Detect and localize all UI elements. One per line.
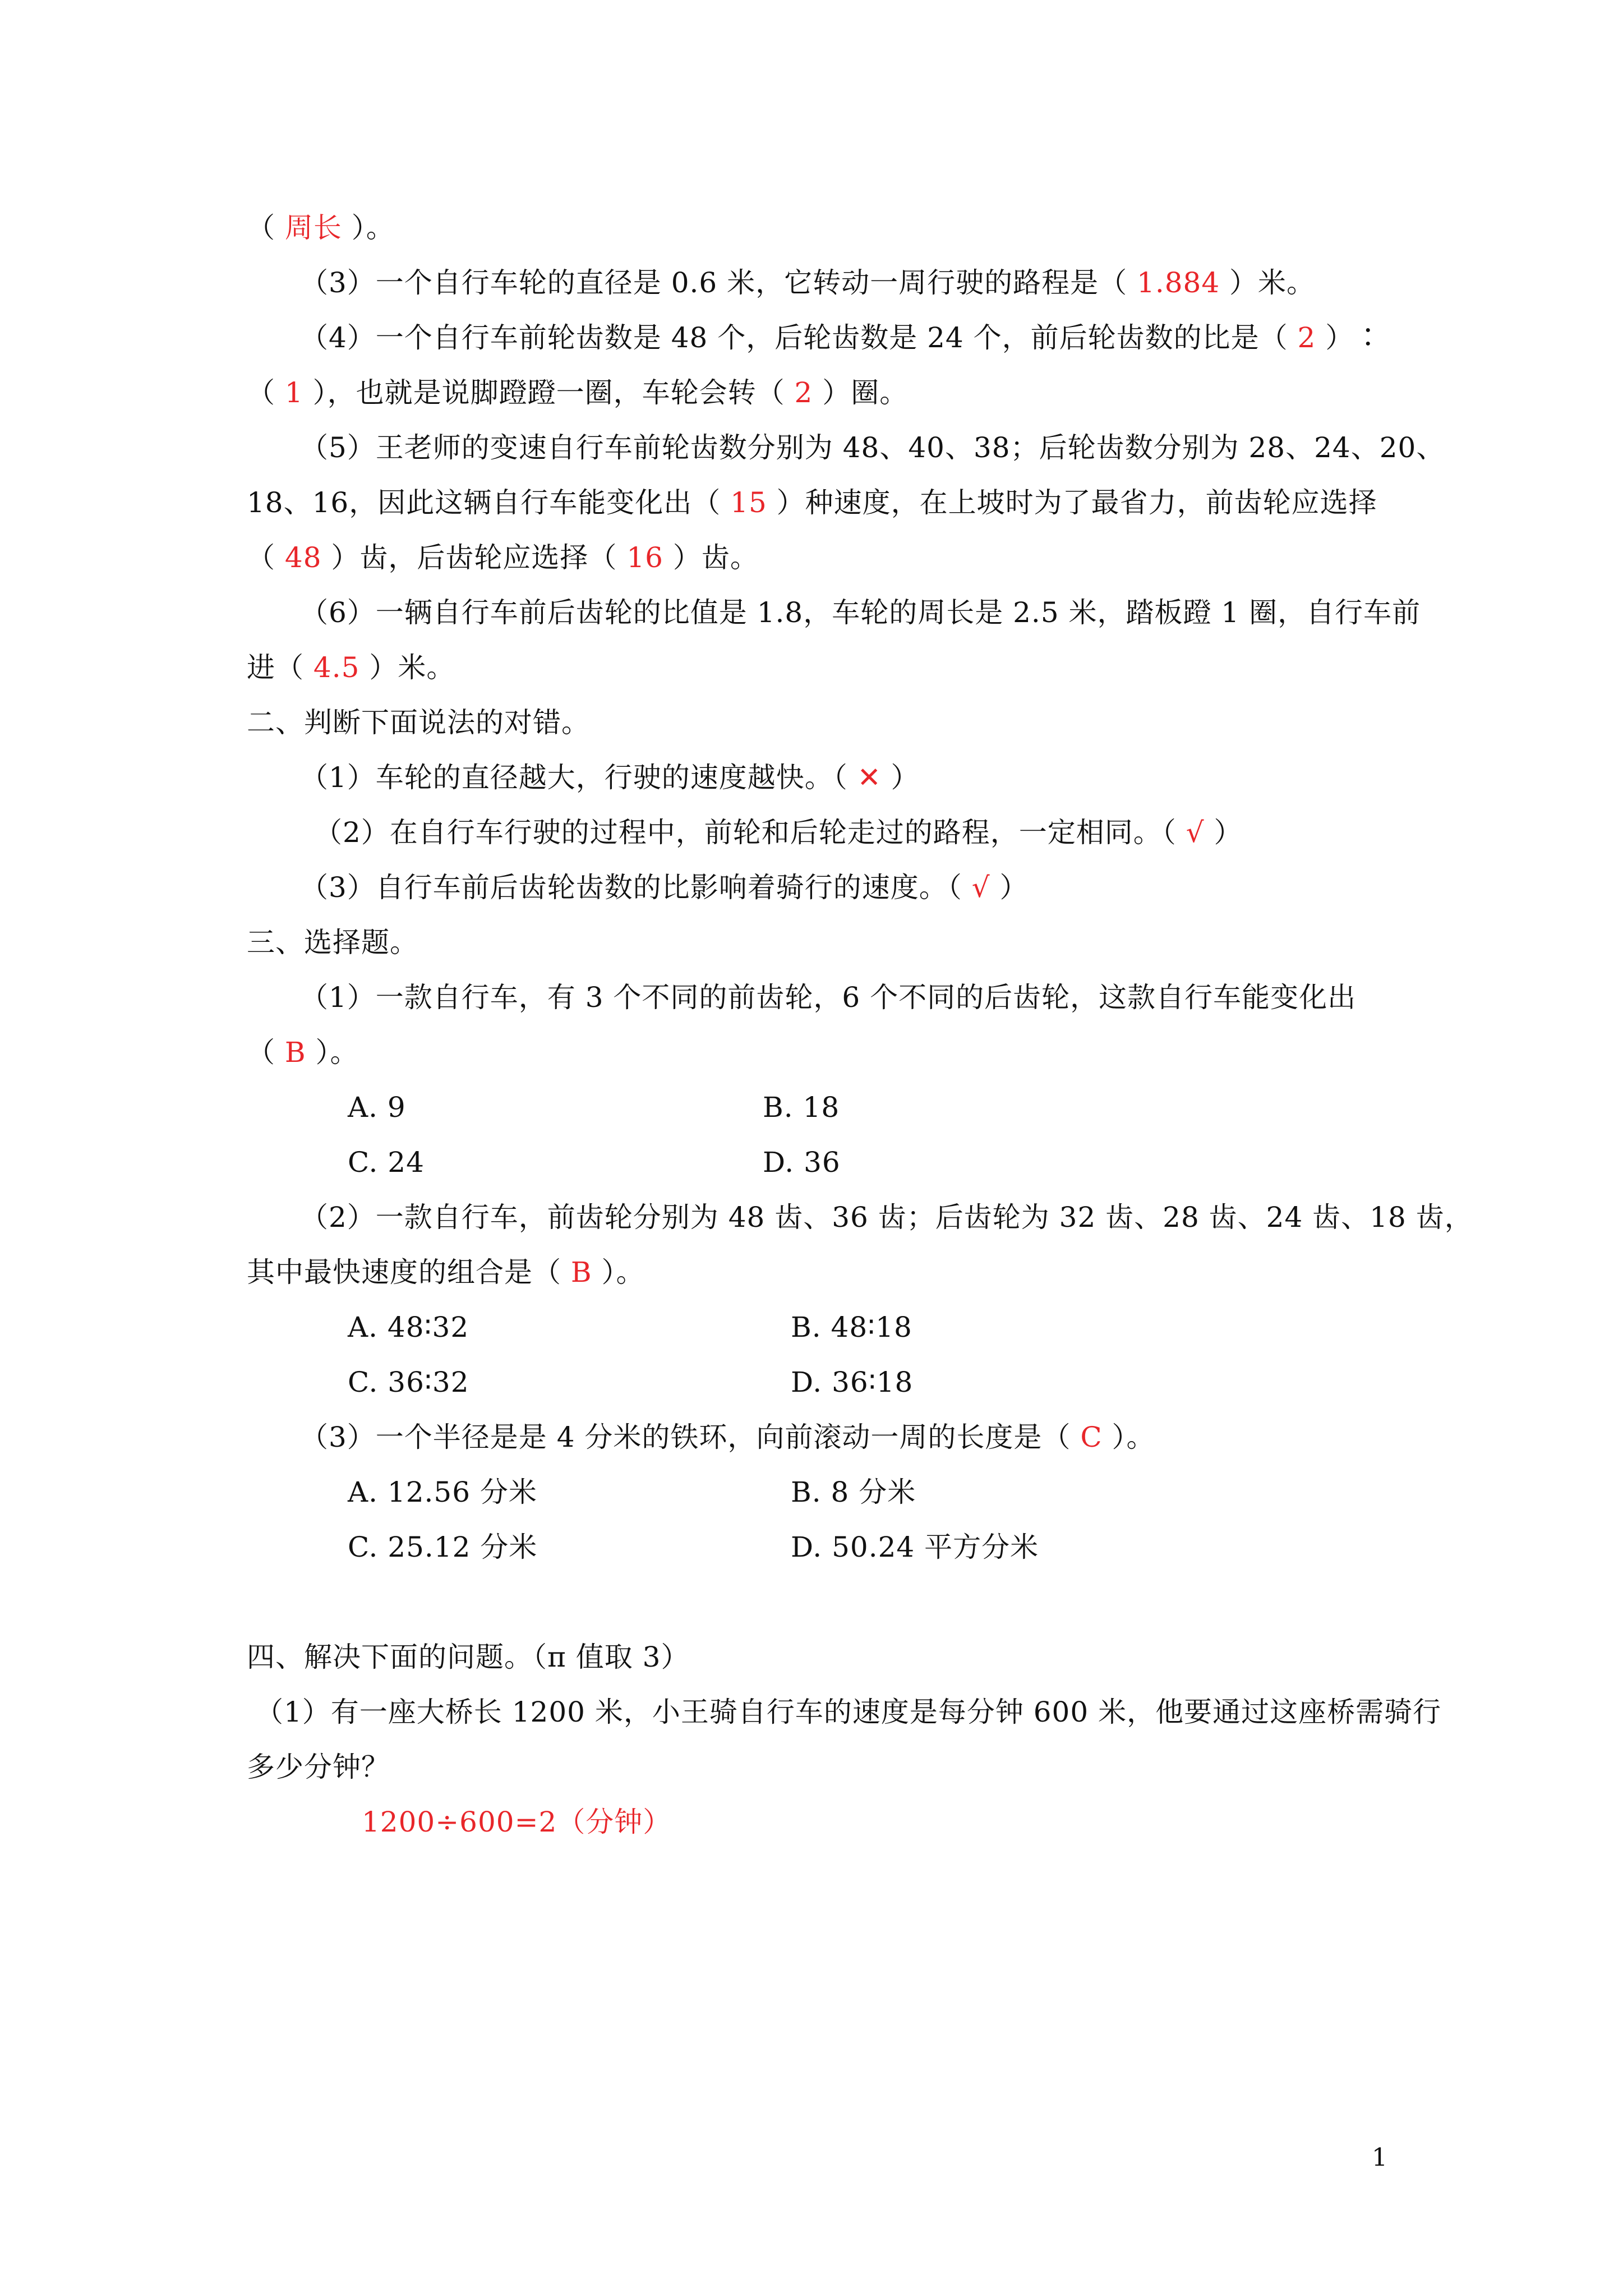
- answer-choice-2: B: [570, 1256, 592, 1289]
- answer-ratio-front: 2: [1297, 321, 1316, 354]
- q1-3: （3）一个自行车轮的直径是 0.6 米，它转动一周行驶的路程是（ 1.884 ）米。: [300, 266, 1316, 299]
- problem-1-cont: 多少分钟？: [247, 1751, 390, 1783]
- choice-2-option-b: B. 48∶18: [791, 1311, 912, 1343]
- answer-check-icon: √: [1186, 816, 1205, 849]
- q1-4: （4）一个自行车前轮齿数是 48 个，后轮齿数是 24 个，前后轮齿数的比是（ 2 ）∶: [300, 321, 1383, 354]
- choice-3-option-c: C. 25.12 分米: [348, 1531, 538, 1563]
- answer-back-gear: 16: [626, 541, 663, 574]
- choice-2: （2）一款自行车，前齿轮分别为 48 齿、36 齿；后齿轮为 32 齿、28 齿、24 齿、18 齿，: [300, 1201, 1473, 1234]
- choice-1-option-c: C. 24: [348, 1146, 425, 1179]
- answer-front-gear: 48: [284, 541, 322, 574]
- section-4-title: 四、解决下面的问题。（π 值取 3）: [247, 1641, 690, 1673]
- judge-2: （2）在自行车行驶的过程中，前轮和后轮走过的路程，一定相同。（ √ ）: [314, 816, 1243, 849]
- page-number: 1: [1372, 2143, 1387, 2172]
- answer-ratio-back: 1: [284, 376, 303, 409]
- choice-2-cont: 其中最快速度的组合是（ B ）。: [247, 1256, 645, 1289]
- q1-5: （5）王老师的变速自行车前轮齿数分别为 48、40、38；后轮齿数分别为 28、24、20、: [300, 431, 1445, 464]
- choice-3-option-d: D. 50.24 平方分米: [791, 1531, 1039, 1563]
- answer-advance: 4.5: [313, 651, 360, 684]
- q1-5-cont2: （ 48 ）齿，后齿轮应选择（ 16 ）齿。: [247, 541, 759, 574]
- choice-2-option-c: C. 36∶32: [348, 1366, 469, 1398]
- q1-2-answer-line: （ 周长 ）。: [247, 211, 395, 244]
- section-3-title: 三、选择题。: [247, 926, 418, 959]
- answer-speeds: 15: [730, 486, 767, 519]
- problem-1-answer: 1200÷600=2（分钟）: [362, 1806, 672, 1838]
- judge-3: （3）自行车前后齿轮齿数的比影响着骑行的速度。（ √ ）: [300, 871, 1029, 904]
- choice-1-cont: （ B ）。: [247, 1036, 359, 1069]
- choice-3-option-a: A. 12.56 分米: [348, 1476, 537, 1508]
- answer-check-icon: √: [971, 871, 990, 904]
- answer-choice-3: C: [1080, 1421, 1103, 1453]
- choice-1-option-a: A. 9: [348, 1091, 406, 1124]
- q1-6: （6）一辆自行车前后齿轮的比值是 1.8，车轮的周长是 2.5 米，踏板蹬 1 圈，自行车前: [300, 596, 1421, 629]
- choice-1-option-d: D. 36: [763, 1146, 841, 1179]
- choice-1-option-b: B. 18: [763, 1091, 840, 1124]
- answer-cross-icon: ✕: [857, 761, 882, 794]
- choice-3: （3）一个半径是是 4 分米的铁环，向前滚动一周的长度是（ C ）。: [300, 1421, 1155, 1453]
- answer-turns: 2: [794, 376, 813, 409]
- q1-6-cont: 进（ 4.5 ）米。: [247, 651, 455, 684]
- q1-5-cont: 18、16，因此这辆自行车能变化出（ 15 ）种速度，在上坡时为了最省力，前齿轮应选择: [247, 486, 1377, 519]
- choice-1: （1）一款自行车，有 3 个不同的前齿轮，6 个不同的后齿轮，这款自行车能变化出: [300, 981, 1357, 1014]
- problem-1: （1）有一座大桥长 1200 米，小王骑自行车的速度是每分钟 600 米，他要通过这座桥需骑行: [255, 1696, 1442, 1728]
- answer-perimeter: 周长: [284, 211, 342, 244]
- choice-2-option-a: A. 48∶32: [348, 1311, 469, 1343]
- answer-distance: 1.884: [1137, 266, 1220, 299]
- judge-1: （1）车轮的直径越大，行驶的速度越快。（ ✕ ）: [300, 761, 920, 794]
- choice-3-option-b: B. 8 分米: [791, 1476, 916, 1508]
- section-2-title: 二、判断下面说法的对错。: [247, 706, 590, 739]
- answer-choice-1: B: [284, 1036, 306, 1069]
- q1-4-cont: （ 1 ），也就是说脚蹬蹬一圈，车轮会转（ 2 ）圈。: [247, 376, 909, 409]
- choice-2-option-d: D. 36∶18: [791, 1366, 914, 1398]
